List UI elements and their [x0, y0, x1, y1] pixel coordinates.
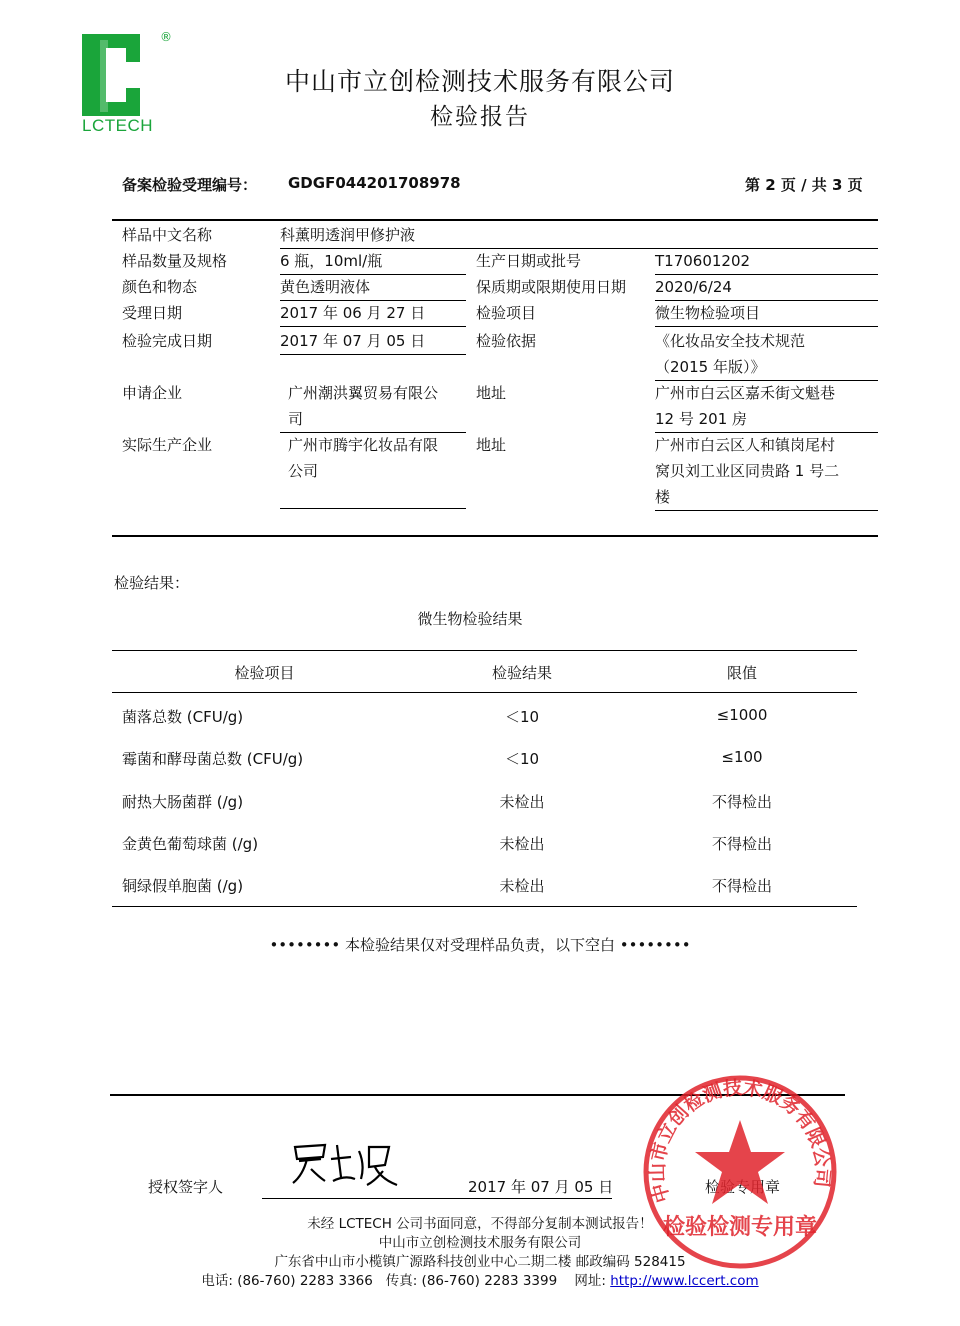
registered-mark: ®: [160, 30, 172, 44]
item-label: 检验项目: [476, 304, 537, 322]
footer-line4: [0, 1269, 960, 1289]
table-row-limit: ≤1000: [716, 706, 768, 724]
contact-info: 电话: (86-760) 2283 3366 传真: (86-760) 2283 3399 网址:: [201, 1273, 611, 1289]
table-row-item: 菌落总数 (CFU/g): [122, 708, 244, 726]
finish-label: 检验完成日期: [122, 332, 213, 350]
table-row-item: 耐热大肠菌群 (/g): [122, 793, 244, 811]
accept-no: GDGF044201708978: [288, 174, 461, 192]
table-top-rule: [112, 650, 857, 651]
table-row-item: 金黄色葡萄球菌 (/g): [122, 835, 259, 853]
table-row-limit: 不得检出: [711, 793, 772, 811]
manufacturer-underline: [280, 508, 466, 509]
table-bottom-rule: [112, 906, 857, 907]
prod-date-label: 生产日期或批号: [476, 252, 582, 270]
color-label: 颜色和物态: [122, 278, 198, 296]
footer-line1: 未经 LCTECH 公司书面同意，不得部分复制本测试报告！: [307, 1216, 653, 1232]
applicant-addr-label: 地址: [476, 384, 507, 402]
company-title: 中山市立创检测技术服务有限公司: [284, 67, 675, 96]
manufacturer-addr-line1: 广州市白云区人和镇岗尾村: [655, 436, 836, 454]
expiry: 2020/6/24: [655, 274, 878, 301]
table-row-limit: 不得检出: [711, 835, 772, 853]
basis-label: 检验依据: [476, 332, 537, 350]
table-row-limit: 不得检出: [711, 877, 772, 895]
logo-text: LCTECH: [82, 116, 154, 135]
finish: 2017 年 07 月 05 日: [280, 328, 466, 355]
footer-line3: 广东省中山市小榄镇广源路科技创业中心二期二楼 邮政编码 528415: [274, 1254, 686, 1270]
website-link[interactable]: http://www.lccert.com: [610, 1273, 759, 1289]
qty: 6 瓶，10ml/瓶: [280, 248, 466, 275]
manufacturer-label: 实际生产企业: [122, 436, 213, 454]
item: 微生物检验项目: [655, 300, 878, 327]
seal-label: 检验专用章: [705, 1178, 781, 1196]
end-note: •••••••• 本检验结果仅对受理样品负责，以下空白 ••••••••: [269, 936, 691, 954]
applicant-addr-line1: 广州市白云区嘉禾街文魁巷: [655, 384, 836, 402]
table-row-result: 未检出: [499, 793, 545, 811]
table-header-rule: [112, 692, 857, 693]
table-row-result: ＜10: [504, 708, 540, 726]
results-table-title: 微生物检验结果: [417, 610, 523, 628]
svg-text:检验检测专用章: 检验检测专用章: [662, 1215, 818, 1240]
qty-label: 样品数量及规格: [122, 252, 228, 270]
accept-date-label: 受理日期: [122, 304, 183, 322]
expiry-label: 保质期或限期使用日期: [476, 278, 627, 296]
table-row-result: 未检出: [499, 877, 545, 895]
applicant-line1: 广州潮洪翼贸易有限公: [288, 384, 439, 402]
accept-date: 2017 年 06 月 27 日: [280, 300, 466, 327]
page-info: 第 2 页 / 共 3 页: [745, 176, 863, 194]
col-header-result: 检验结果: [491, 664, 552, 682]
applicant-addr-line2: 12 号 201 房: [655, 406, 878, 433]
table-row-limit: ≤100: [721, 748, 763, 766]
table-row-item: 霉菌和酵母菌总数 (CFU/g): [122, 750, 304, 768]
manufacturer-addr-label: 地址: [476, 436, 507, 454]
report-title: 检验报告: [430, 104, 530, 130]
signature-image: [285, 1135, 415, 1190]
accept-no-label: 备案检验受理编号：: [122, 176, 258, 194]
basis-line1: 《化妆品安全技术规范: [655, 332, 806, 350]
prod-date: T170601202: [655, 248, 878, 275]
table-row-result: 未检出: [499, 835, 545, 853]
info-bottom-rule: [112, 535, 878, 537]
top-rule: [112, 219, 878, 221]
applicant-label: 申请企业: [122, 384, 183, 402]
svg-text:中山市立创检测技术服务有限公司: 中山市立创检测技术服务有限公司: [646, 1076, 834, 1206]
table-row-item: 铜绿假单胞菌 (/g): [122, 877, 244, 895]
manufacturer-line1: 广州市腾宇化妆品有限: [288, 436, 439, 454]
table-row-result: ＜10: [504, 750, 540, 768]
sample-name: 科薰明透润甲修护液: [280, 222, 878, 249]
signer-label: 授权签字人: [148, 1178, 224, 1196]
manufacturer-addr-line3: 楼: [655, 484, 878, 511]
color: 黄色透明液体: [280, 274, 466, 301]
basis-line2: （2015 年版）》: [655, 354, 878, 381]
sample-name-label: 样品中文名称: [122, 226, 213, 244]
applicant-line2: 司: [280, 406, 466, 433]
col-header-item: 检验项目: [234, 664, 295, 682]
footer-line2: 中山市立创检测技术服务有限公司: [378, 1235, 582, 1251]
manufacturer-line2: 公司: [288, 462, 319, 480]
sign-date: 2017 年 07 月 05 日: [468, 1178, 614, 1196]
col-header-limit: 限值: [726, 664, 757, 682]
manufacturer-addr-line2: 窝贝刘工业区同贵路 1 号二: [655, 462, 840, 480]
results-section-label: 检验结果：: [114, 574, 190, 592]
